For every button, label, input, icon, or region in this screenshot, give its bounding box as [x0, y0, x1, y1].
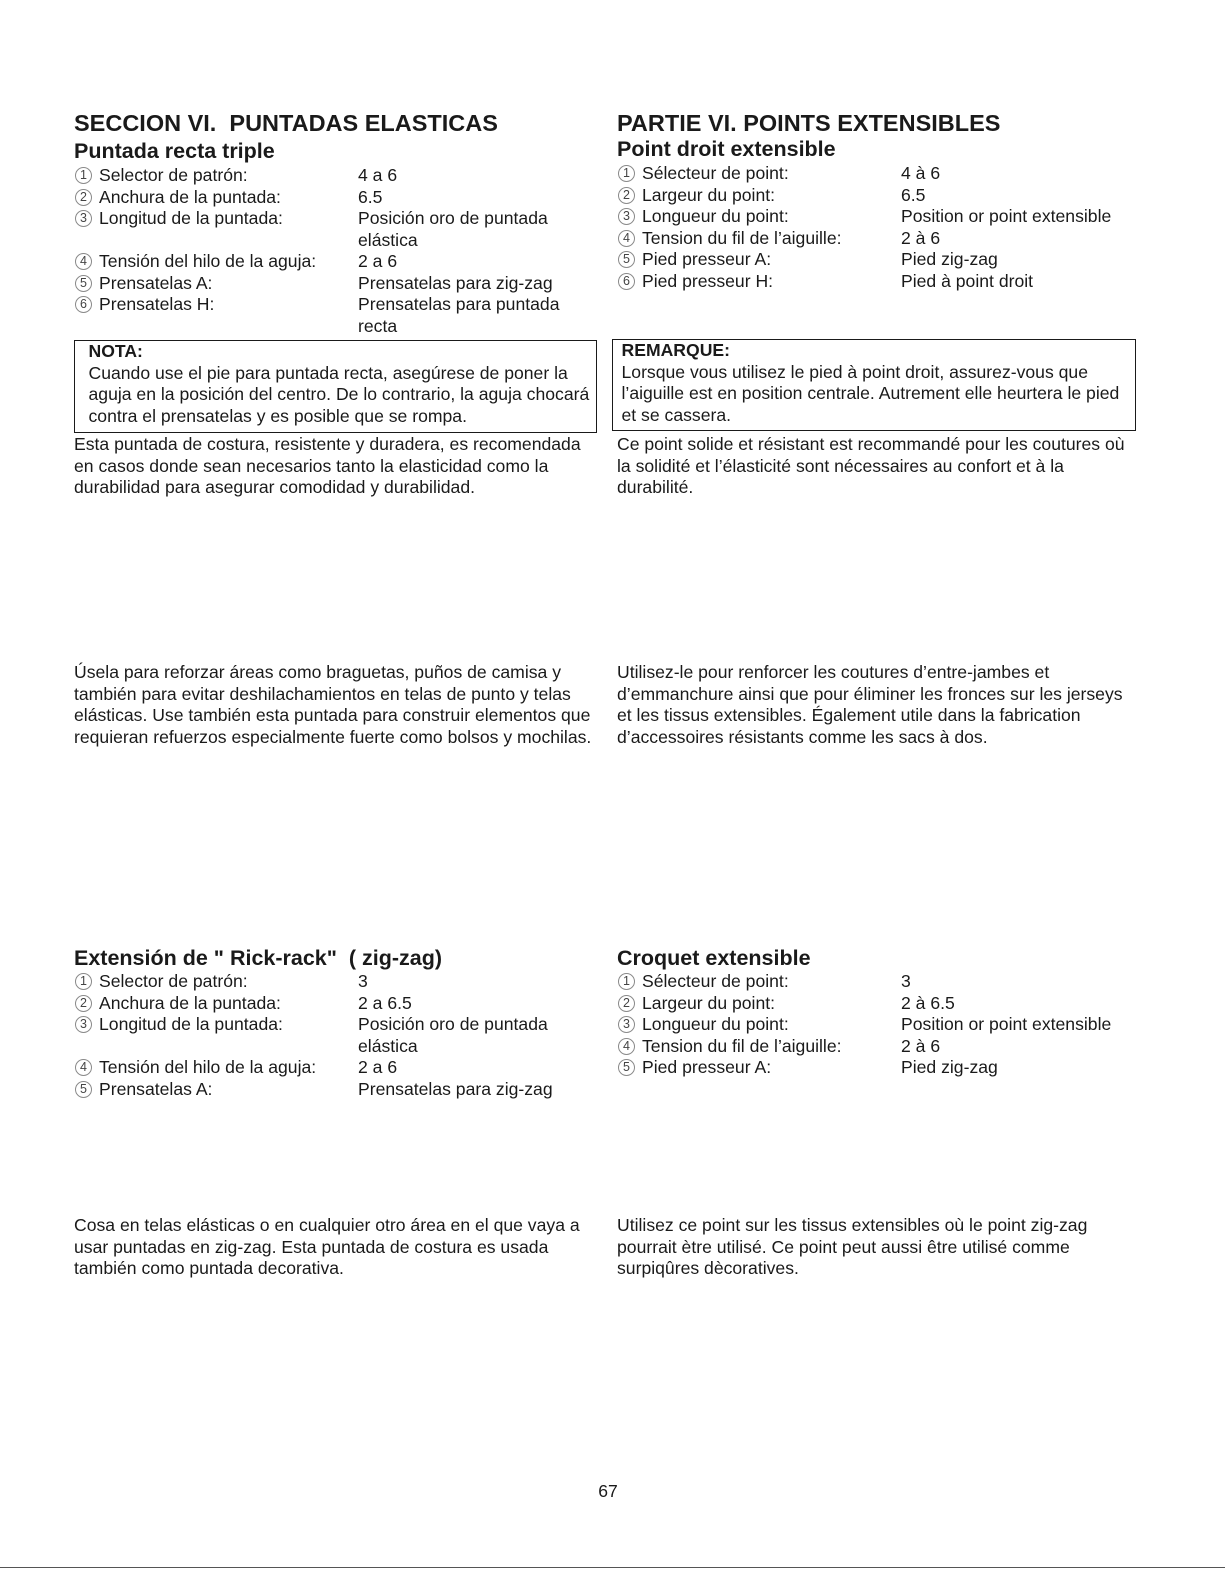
step-number-badge: 5 [75, 275, 92, 292]
stitch-title: Extensión de " Rick-rack" ( zig-zag) [74, 946, 443, 970]
setting-row [617, 1014, 1111, 1036]
settings-list [74, 165, 573, 337]
setting-value: Prensatelas para puntada recta [358, 294, 560, 336]
setting-label: Longueur du point: [642, 1014, 789, 1034]
setting-row [617, 1057, 1111, 1079]
setting-row [74, 165, 573, 187]
paragraph-line: d’emmanchure ainsi que pour éliminer les fronces sur les jerseys [617, 683, 1123, 704]
setting-value: Prensatelas para zig-zag [358, 272, 553, 293]
note-line: et se cassera. [621, 404, 732, 425]
setting-value: Pied à point droit [901, 270, 1034, 291]
step-number-badge: 3 [75, 1016, 92, 1033]
setting-value: 6.5 [901, 184, 926, 205]
paragraph-line: Esta puntada de costura, resistente y duradera, es recomendada [74, 434, 581, 454]
section-heading: PARTIE VI. POINTS EXTENSIBLES [617, 110, 1001, 136]
step-number-badge: 2 [75, 995, 92, 1012]
step-number-badge: 4 [75, 253, 92, 270]
setting-row [74, 208, 573, 251]
paragraph [617, 662, 1123, 748]
setting-label: Prensatelas A: [99, 1078, 213, 1099]
setting-row [617, 249, 1111, 271]
note-line: aguja en la posición del centro. De lo contrario, la aguja chocará [88, 384, 590, 404]
step-number-badge: 6 [75, 296, 92, 313]
setting-label: Longueur du point: [642, 206, 789, 226]
setting-value: 4 a 6 [358, 165, 398, 185]
paragraph-line: requieran refuerzos especialmente fuerte como bolsos y mochilas. [74, 726, 592, 747]
stitch-title: Croquet extensible [617, 946, 811, 970]
setting-label: Sélecteur de point: [642, 163, 789, 183]
setting-value: Prensatelas para zig-zag [358, 1078, 553, 1099]
setting-row [74, 993, 573, 1015]
setting-row [617, 163, 1111, 185]
paragraph-line: la solidité et l’élasticité sont nécessaires au confort et à la [617, 455, 1064, 476]
setting-label: Tensión del hilo de la aguja: [99, 251, 317, 271]
setting-label: Pied presseur H: [642, 270, 774, 291]
setting-label: Anchura de la puntada: [99, 186, 281, 207]
setting-value: 2 a 6 [358, 251, 398, 271]
note-box [74, 340, 597, 433]
step-number-badge: 1 [618, 973, 635, 990]
paragraph-line: pourrait ètre utilisé. Ce point peut aussi être utilisé comme [617, 1236, 1070, 1257]
setting-value: Position or point extensible [901, 206, 1112, 226]
bottom-rule [0, 1567, 1225, 1568]
step-number-badge: 1 [618, 165, 635, 182]
setting-value: 2 a 6.5 [358, 992, 412, 1013]
paragraph-line: también como puntada decorativa. [74, 1258, 344, 1278]
setting-row [617, 993, 1111, 1015]
paragraph-line: Ce point solide et résistant est recommandé pour les coutures où [617, 434, 1125, 454]
paragraph-line: elásticas. Use también esta puntada para construir elementos que [74, 705, 591, 725]
step-number-badge: 3 [618, 208, 635, 225]
note-line: Cuando use el pie para puntada recta, asegúrese de poner la [88, 362, 568, 383]
paragraph-line: en casos donde sean necesarios tanto la elasticidad como la [74, 455, 549, 476]
setting-label: Selector de patrón: [99, 971, 248, 991]
settings-list [617, 971, 1111, 1079]
setting-label: Longitud de la puntada: [99, 1014, 283, 1034]
setting-row [74, 1014, 573, 1057]
setting-row [74, 1079, 573, 1101]
step-number-badge: 5 [618, 1059, 635, 1076]
note-box [612, 339, 1136, 431]
setting-label: Pied presseur A: [642, 249, 772, 269]
setting-row [617, 206, 1111, 228]
note-line: l’aiguille est en position centrale. Autrement elle heurtera le pied [621, 383, 1120, 403]
setting-row [617, 271, 1111, 293]
setting-row [74, 294, 573, 337]
paragraph-line: Úsela para reforzar áreas como braguetas, puños de camisa y [74, 662, 562, 682]
step-number-badge: 3 [618, 1016, 635, 1033]
setting-label: Tension du fil de l’aiguille: [642, 227, 842, 248]
setting-value: 6.5 [358, 186, 383, 207]
setting-label: Largeur du point: [642, 992, 776, 1013]
step-number-badge: 4 [618, 1038, 635, 1055]
paragraph-line: Utilisez ce point sur les tissus extensibles où le point zig-zag [617, 1215, 1088, 1235]
setting-value: 2 à 6.5 [901, 992, 955, 1013]
step-number-badge: 5 [75, 1081, 92, 1098]
setting-value: Posición oro de puntada elástica [358, 208, 548, 250]
note-title: NOTA: [88, 341, 143, 361]
step-number-badge: 4 [618, 230, 635, 247]
setting-value: 3 [901, 971, 911, 991]
settings-list [74, 971, 573, 1100]
setting-label: Largeur du point: [642, 184, 776, 205]
setting-value: 3 [358, 971, 368, 991]
paragraph [74, 662, 591, 748]
paragraph [617, 1215, 1087, 1280]
setting-value: 2 a 6 [358, 1057, 398, 1077]
step-number-badge: 2 [75, 189, 92, 206]
setting-label: Anchura de la puntada: [99, 992, 281, 1013]
paragraph-line: surpiqûres dècoratives. [617, 1258, 799, 1278]
section-heading: SECCION VI. PUNTADAS ELASTICAS [74, 110, 498, 136]
step-number-badge: 4 [75, 1059, 92, 1076]
setting-label: Prensatelas H: [99, 294, 215, 314]
paragraph-line: usar puntadas en zig-zag. Esta puntada de costura es usada [74, 1236, 549, 1257]
setting-row [74, 273, 573, 295]
setting-label: Sélecteur de point: [642, 971, 789, 991]
paragraph-line: durabilité. [617, 477, 694, 497]
setting-label: Prensatelas A: [99, 272, 213, 293]
setting-value: 4 à 6 [901, 163, 941, 183]
setting-row [74, 187, 573, 209]
note-line: Lorsque vous utilisez le pied à point droit, assurez-vous que [621, 361, 1089, 382]
step-number-badge: 2 [618, 187, 635, 204]
setting-label: Selector de patrón: [99, 165, 248, 185]
stitch-title: Puntada recta triple [74, 139, 275, 163]
setting-value: 2 à 6 [901, 1035, 941, 1056]
stitch-title: Point droit extensible [617, 137, 836, 161]
setting-value: Pied zig-zag [901, 249, 998, 269]
setting-label: Longitud de la puntada: [99, 208, 283, 228]
step-number-badge: 5 [618, 251, 635, 268]
paragraph-line: Utilisez-le pour renforcer les coutures d’entre-jambes et [617, 662, 1050, 682]
note-line: contra el prensatelas y es posible que se rompa. [88, 405, 467, 426]
paragraph-line: durabilidad para asegurar comodidad y durabilidad. [74, 477, 476, 497]
paragraph-line: también para evitar deshilachamientos en telas de punto y telas [74, 683, 571, 704]
note-title: REMARQUE: [621, 340, 730, 360]
setting-value: Posición oro de puntada elástica [358, 1014, 548, 1056]
paragraph [74, 434, 581, 499]
setting-value: Position or point extensible [901, 1014, 1112, 1034]
paragraph-line: Cosa en telas elásticas o en cualquier otro área en el que vaya a [74, 1215, 580, 1235]
step-number-badge: 1 [75, 973, 92, 990]
setting-row [617, 185, 1111, 207]
step-number-badge: 1 [75, 167, 92, 184]
step-number-badge: 3 [75, 210, 92, 227]
step-number-badge: 6 [618, 273, 635, 290]
setting-value: Pied zig-zag [901, 1057, 998, 1077]
setting-label: Tensión del hilo de la aguja: [99, 1057, 317, 1077]
paragraph [74, 1215, 580, 1280]
paragraph [617, 434, 1125, 499]
setting-label: Tension du fil de l’aiguille: [642, 1035, 842, 1056]
setting-row [617, 228, 1111, 250]
paragraph-line: et les tissus extensibles. Également utile dans la fabrication [617, 705, 1081, 725]
setting-row [617, 1036, 1111, 1058]
setting-label: Pied presseur A: [642, 1057, 772, 1077]
setting-row [74, 971, 573, 993]
setting-value: 2 à 6 [901, 227, 941, 248]
setting-row [617, 971, 1111, 993]
settings-list [617, 163, 1111, 292]
paragraph-line: d’accessoires résistants comme les sacs à dos. [617, 726, 988, 747]
setting-row [74, 1057, 573, 1079]
setting-row [74, 251, 573, 273]
page-number: 67 [598, 1481, 618, 1501]
step-number-badge: 2 [618, 995, 635, 1012]
